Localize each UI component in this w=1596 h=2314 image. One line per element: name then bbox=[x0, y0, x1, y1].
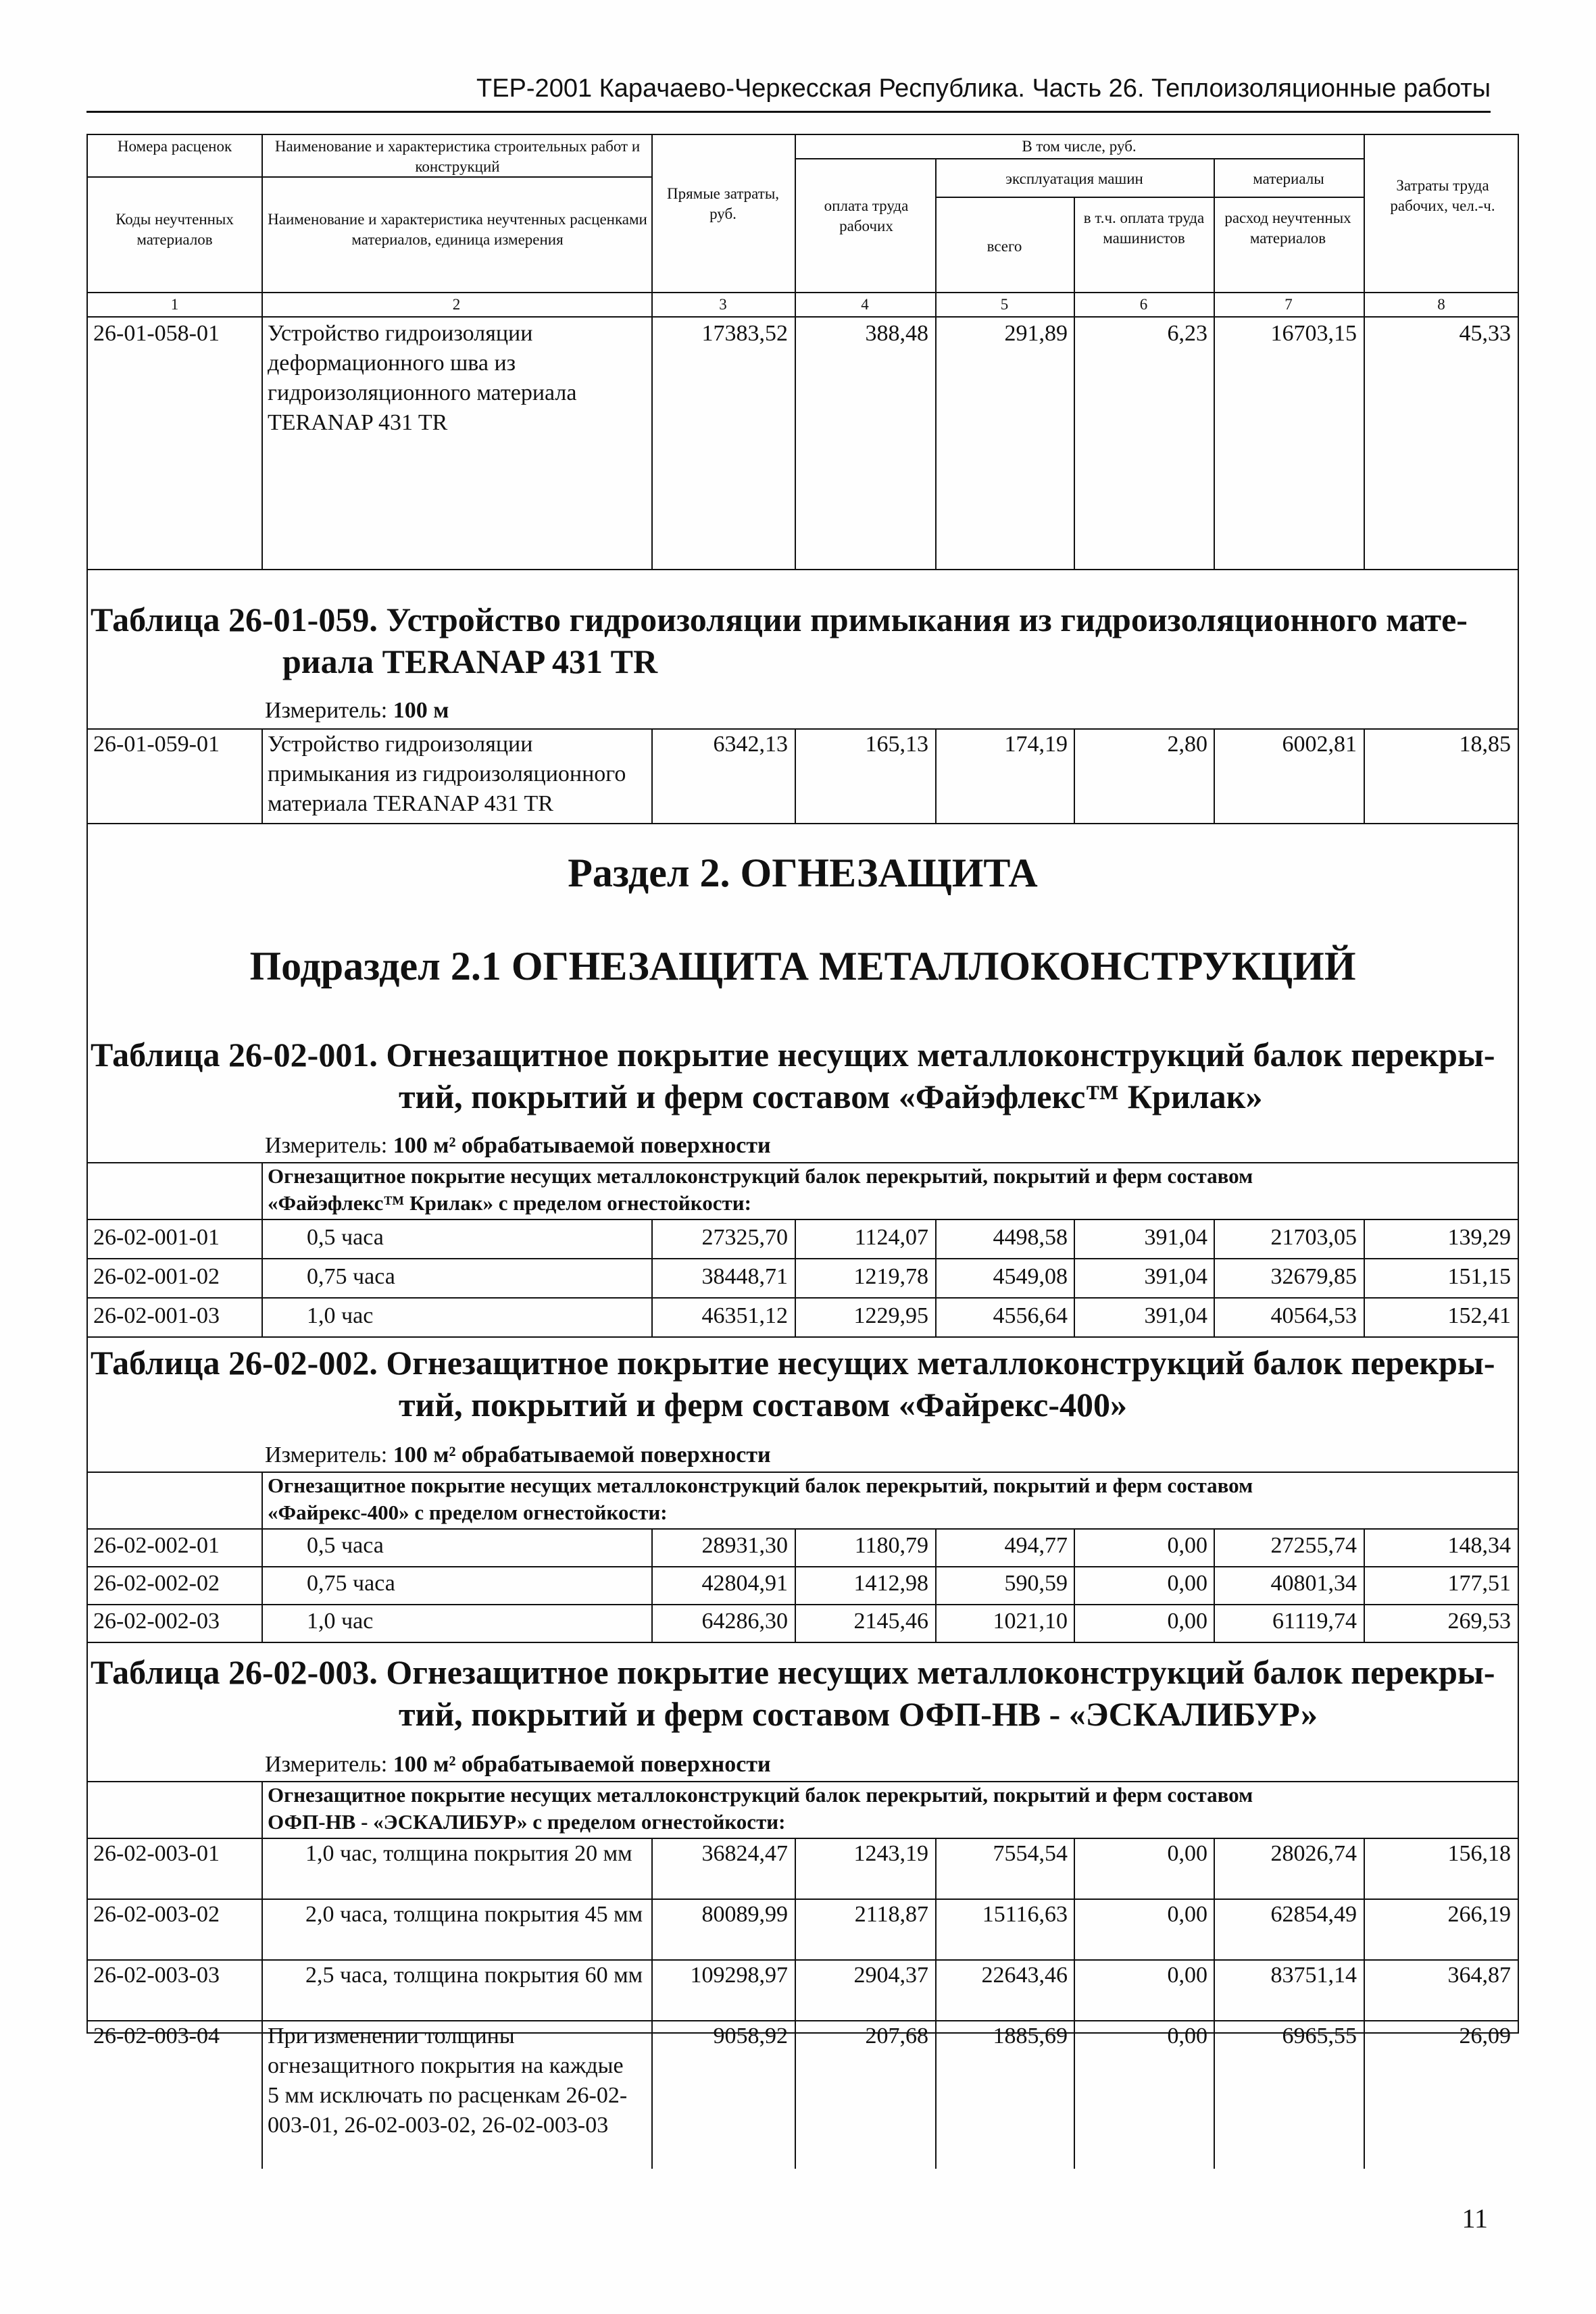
table-cell-labor: 266,19 bbox=[1447, 1902, 1511, 1927]
col-labor-hours: Затраты труда рабочих, чел.-ч. bbox=[1390, 177, 1495, 214]
table-row-name: 2,0 часа, толщина покрытия 45 мм bbox=[305, 1902, 643, 1927]
table-cell-direct: 109298,97 bbox=[690, 1963, 788, 1988]
table-cell-operators: 0,00 bbox=[1167, 1571, 1207, 1596]
vl-r1-e bbox=[1074, 316, 1075, 569]
table-002-desc-a: Огнезащитное покрытие несущих металлоконструкций балок перекрытий, покрытий и ферм составом bbox=[268, 1474, 1253, 1497]
table-cell-labor: 152,41 bbox=[1447, 1303, 1511, 1328]
table-row-name: 0,5 часа bbox=[307, 1225, 384, 1250]
col-num-8: 8 bbox=[1437, 296, 1445, 313]
hl-r1-bottom bbox=[88, 569, 1518, 570]
vl-c3 bbox=[651, 135, 653, 316]
table-cell-materials: 28026,74 bbox=[1270, 1841, 1357, 1866]
col-num-1: 1 bbox=[170, 296, 179, 313]
table-cell-wages: 1219,78 bbox=[853, 1264, 928, 1289]
table-cell-materials: 32679,85 bbox=[1270, 1264, 1357, 1289]
hdr-split-group bbox=[795, 158, 1364, 159]
col-material-name: Наименование и характеристика неучтенных расценками материалов, единица измерения bbox=[268, 211, 647, 248]
table-row-name: 1,0 час bbox=[307, 1609, 374, 1634]
table-cell-operators: 2,80 bbox=[1167, 732, 1207, 757]
table-row-code: 26-02-003-01 bbox=[93, 1841, 220, 1866]
table-cell-direct: 27325,70 bbox=[701, 1225, 788, 1250]
table-059-measure bbox=[265, 697, 449, 724]
vl-003-b bbox=[651, 1838, 653, 2169]
col-wages: оплата труда рабочих bbox=[824, 197, 909, 234]
running-header: ТЕР-2001 Карачаево-Черкесская Республика. Часть 26. Теплоизоляционные работы bbox=[476, 74, 1491, 103]
col-machines-total: всего bbox=[987, 238, 1022, 255]
table-cell-wages: 2145,46 bbox=[853, 1609, 928, 1634]
table-cell-operators: 391,04 bbox=[1144, 1225, 1207, 1250]
table-cell-wages: 165,13 bbox=[865, 732, 928, 757]
measure-label: Измеритель: bbox=[265, 1442, 388, 1467]
table-001-desc-a: Огнезащитное покрытие несущих металлоконструкций балок перекрытий, покрытий и ферм составом bbox=[268, 1164, 1253, 1188]
table-cell-machines: 7554,54 bbox=[993, 1841, 1068, 1866]
table-cell-materials: 6002,81 bbox=[1282, 732, 1357, 757]
table-cell-direct: 42804,91 bbox=[701, 1571, 788, 1596]
subsection-title: Подраздел 2.1 ОГНЕЗАЩИТА МЕТАЛЛОКОНСТРУКЦИЙ bbox=[249, 944, 1356, 988]
table-row-code: 26-01-058-01 bbox=[93, 321, 220, 346]
table-003-title-b: тий, покрытий и ферм составом ОФП-НВ - «ЭСКАЛИБУР» bbox=[399, 1695, 1318, 1733]
table-cell-wages: 207,68 bbox=[865, 2023, 928, 2048]
table-row-code: 26-02-002-01 bbox=[93, 1533, 220, 1558]
table-cell-materials: 83751,14 bbox=[1270, 1963, 1357, 1988]
table-cell-machines: 494,77 bbox=[1004, 1533, 1068, 1558]
table-cell-direct: 36824,47 bbox=[701, 1841, 788, 1866]
table-cell-wages: 2118,87 bbox=[854, 1902, 928, 1927]
table-001-title-b: тий, покрытий и ферм составом «Файэфлекс™ Крилак» bbox=[399, 1078, 1263, 1115]
table-cell-machines: 15116,63 bbox=[982, 1902, 1068, 1927]
table-cell-labor: 45,33 bbox=[1459, 321, 1511, 346]
table-059-title-a: Таблица 26-01-059. Устройство гидроизоляции примыкания из гидроизоляционного мате- bbox=[91, 601, 1468, 638]
hl-001-r3 bbox=[88, 1336, 1518, 1338]
table-cell-machines: 4498,58 bbox=[993, 1225, 1068, 1250]
table-cell-machines: 1885,69 bbox=[993, 2023, 1068, 2048]
table-cell-direct: 17383,52 bbox=[701, 321, 788, 346]
table-cell-wages: 388,48 bbox=[865, 321, 928, 346]
table-row-code: 26-02-002-03 bbox=[93, 1609, 220, 1634]
table-cell-wages: 2904,37 bbox=[853, 1963, 928, 1988]
table-001-title-a: Таблица 26-02-001. Огнезащитное покрытие несущих металлоконструкций балок перекры- bbox=[91, 1036, 1495, 1074]
vl-r1-b bbox=[651, 316, 653, 569]
hl-001-r2 bbox=[88, 1297, 1518, 1299]
table-cell-operators: 391,04 bbox=[1144, 1264, 1207, 1289]
table-002-measure bbox=[265, 1442, 771, 1469]
table-row-name: 0,75 часа bbox=[307, 1571, 395, 1596]
table-row-code: 26-02-003-02 bbox=[93, 1902, 220, 1927]
table-cell-direct: 6342,13 bbox=[713, 732, 788, 757]
table-001-desc-b: «Файэфлекс™ Крилак» с пределом огнестойкости: bbox=[268, 1191, 751, 1215]
table-row-name: При изменении толщины огнезащитного покрытия на каждые 5 мм исключать по расценкам 26-02-003-01, 26-02-003-02, 26-02-003-03 bbox=[268, 2023, 628, 2138]
table-cell-wages: 1243,19 bbox=[853, 1841, 928, 1866]
table-cell-operators: 0,00 bbox=[1167, 2023, 1207, 2048]
table-cell-operators: 0,00 bbox=[1167, 1902, 1207, 1927]
table-row-code: 26-02-001-03 bbox=[93, 1303, 220, 1328]
table-cell-machines: 1021,10 bbox=[993, 1609, 1068, 1634]
measure-value: 100 м² обрабатываемой поверхности bbox=[393, 1133, 771, 1158]
table-059-title-b: риала TERANAP 431 TR bbox=[282, 643, 658, 680]
hl-001-desc bbox=[88, 1219, 1518, 1220]
table-cell-machines: 4549,08 bbox=[993, 1264, 1068, 1289]
table-cell-direct: 9058,92 bbox=[713, 2023, 788, 2048]
table-cell-machines: 22643,46 bbox=[981, 1963, 1068, 1988]
table-cell-wages: 1229,95 bbox=[853, 1303, 928, 1328]
table-cell-labor: 269,53 bbox=[1447, 1609, 1511, 1634]
table-cell-labor: 26,09 bbox=[1459, 2023, 1511, 2048]
vl-c4 bbox=[795, 135, 796, 316]
vl-c2 bbox=[261, 135, 263, 316]
vl-003-g bbox=[1364, 1838, 1365, 2169]
table-row-code: 26-02-003-03 bbox=[93, 1963, 220, 1988]
table-row-code: 26-02-003-04 bbox=[93, 2023, 220, 2048]
measure-label: Измеритель: bbox=[265, 698, 388, 723]
col-direct-costs: Прямые затраты, руб. bbox=[666, 185, 780, 222]
rates-table bbox=[86, 134, 1519, 2138]
table-002-desc-b: «Файрекс-400» с пределом огнестойкости: bbox=[268, 1501, 668, 1524]
vl-003-f bbox=[1214, 1838, 1215, 2169]
table-row-code: 26-02-001-02 bbox=[93, 1264, 220, 1289]
vl-r1-g bbox=[1364, 316, 1365, 569]
vl-c8 bbox=[1364, 135, 1365, 316]
table-row-name: 1,0 час, толщина покрытия 20 мм bbox=[305, 1841, 632, 1866]
col-material-codes: Коды неучтенных материалов bbox=[116, 211, 234, 248]
page-number: 11 bbox=[1462, 2203, 1488, 2234]
table-cell-operators: 391,04 bbox=[1144, 1303, 1207, 1328]
vl-r1-c bbox=[795, 316, 796, 569]
col-num-3: 3 bbox=[719, 296, 727, 313]
table-cell-materials: 40564,53 bbox=[1270, 1303, 1357, 1328]
hl-002-r1 bbox=[88, 1566, 1518, 1567]
table-cell-materials: 40801,34 bbox=[1270, 1571, 1357, 1596]
table-cell-wages: 1180,79 bbox=[854, 1533, 928, 1558]
table-cell-direct: 46351,12 bbox=[701, 1303, 788, 1328]
measure-label: Измеритель: bbox=[265, 1752, 388, 1777]
measure-label: Измеритель: bbox=[265, 1133, 388, 1158]
table-003-title-a: Таблица 26-02-003. Огнезащитное покрытие несущих металлоконструкций балок перекры- bbox=[91, 1653, 1495, 1691]
table-cell-operators: 0,00 bbox=[1167, 1841, 1207, 1866]
table-row-name: 2,5 часа, толщина покрытия 60 мм bbox=[305, 1963, 643, 1988]
table-cell-labor: 177,51 bbox=[1447, 1571, 1511, 1596]
table-row-name: Устройство гидроизоляции примыкания из гидроизоляционного материала TERANAP 431 TR bbox=[268, 732, 626, 816]
table-row-name: 0,5 часа bbox=[307, 1533, 384, 1558]
table-cell-labor: 18,85 bbox=[1459, 732, 1511, 757]
table-cell-materials: 62854,49 bbox=[1270, 1902, 1357, 1927]
table-cell-labor: 151,15 bbox=[1447, 1264, 1511, 1289]
table-003-desc-b: ОФП-НВ - «ЭСКАЛИБУР» с пределом огнестойкости: bbox=[268, 1810, 786, 1834]
col-work-name: Наименование и характеристика строительных работ и конструкций bbox=[274, 138, 641, 175]
table-row-code: 26-02-002-02 bbox=[93, 1571, 220, 1596]
table-cell-labor: 148,34 bbox=[1447, 1533, 1511, 1558]
table-cell-operators: 0,00 bbox=[1167, 1533, 1207, 1558]
col-rate-numbers: Номера расценок bbox=[117, 138, 232, 155]
hl-002-r2 bbox=[88, 1604, 1518, 1605]
table-cell-machines: 590,59 bbox=[1004, 1571, 1068, 1596]
table-row-code: 26-01-059-01 bbox=[93, 732, 220, 757]
hl-001-r1 bbox=[88, 1258, 1518, 1259]
vl-r1-a bbox=[261, 316, 263, 569]
table-cell-operators: 6,23 bbox=[1167, 321, 1207, 346]
table-003-desc-a: Огнезащитное покрытие несущих металлоконструкций балок перекрытий, покрытий и ферм составом bbox=[268, 1783, 1253, 1807]
col-operator-wages: в т.ч. оплата труда машинистов bbox=[1083, 209, 1205, 247]
table-cell-labor: 139,29 bbox=[1447, 1225, 1511, 1250]
table-row-name: 0,75 часа bbox=[307, 1264, 395, 1289]
col-group-incl: В том числе, руб. bbox=[1022, 138, 1137, 155]
table-cell-labor: 156,18 bbox=[1447, 1841, 1511, 1866]
col-num-2: 2 bbox=[452, 296, 461, 313]
table-cell-operators: 0,00 bbox=[1167, 1609, 1207, 1634]
table-cell-operators: 0,00 bbox=[1167, 1963, 1207, 1988]
table-cell-machines: 291,89 bbox=[1004, 321, 1068, 346]
table-cell-materials: 6965,55 bbox=[1282, 2023, 1357, 2048]
table-cell-direct: 28931,30 bbox=[701, 1533, 788, 1558]
col-num-4: 4 bbox=[861, 296, 869, 313]
hl-002-r3 bbox=[88, 1642, 1518, 1643]
hl-r2-bottom bbox=[88, 823, 1518, 824]
hdr-split-sub bbox=[935, 197, 1364, 198]
table-001-measure bbox=[265, 1132, 771, 1159]
table-row-name: 1,0 час bbox=[307, 1303, 374, 1328]
table-cell-machines: 174,19 bbox=[1004, 732, 1068, 757]
table-cell-labor: 364,87 bbox=[1447, 1963, 1511, 1988]
col-num-7: 7 bbox=[1285, 296, 1293, 313]
table-cell-direct: 64286,30 bbox=[701, 1609, 788, 1634]
measure-value: 100 м² обрабатываемой поверхности bbox=[393, 1752, 771, 1777]
table-cell-machines: 4556,64 bbox=[993, 1303, 1068, 1328]
vl-003-d bbox=[935, 1838, 937, 2169]
col-num-5: 5 bbox=[1000, 296, 1009, 313]
vl-r1-d bbox=[935, 316, 937, 569]
col-materials: материалы bbox=[1253, 170, 1324, 187]
vl-003-e bbox=[1074, 1838, 1075, 2169]
table-cell-materials: 61119,74 bbox=[1272, 1609, 1357, 1634]
hdr-nums-bottom bbox=[88, 316, 1518, 318]
table-cell-materials: 27255,74 bbox=[1270, 1533, 1357, 1558]
section-title: Раздел 2. ОГНЕЗАЩИТА bbox=[568, 851, 1038, 895]
table-002-title-a: Таблица 26-02-002. Огнезащитное покрытие несущих металлоконструкций балок перекры- bbox=[91, 1344, 1495, 1382]
table-row-code: 26-02-001-01 bbox=[93, 1225, 220, 1250]
col-material-consumption: расход неучтенных материалов bbox=[1224, 209, 1351, 247]
table-cell-wages: 1412,98 bbox=[853, 1571, 928, 1596]
table-003-measure bbox=[265, 1751, 771, 1778]
vl-003-c bbox=[795, 1838, 796, 2169]
vl-r1-f bbox=[1214, 316, 1215, 569]
col-num-6: 6 bbox=[1139, 296, 1148, 313]
table-002-title-b: тий, покрытий и ферм составом «Файрекс-400» bbox=[399, 1386, 1128, 1424]
table-cell-direct: 80089,99 bbox=[701, 1902, 788, 1927]
table-cell-materials: 21703,05 bbox=[1270, 1225, 1357, 1250]
header-rule bbox=[86, 111, 1491, 113]
hdr-bottom bbox=[88, 292, 1518, 293]
table-row-name: Устройство гидроизоляции деформационного шва из гидроизоляционного материала TERANAP 431 TR bbox=[268, 321, 577, 435]
hl-002-desc bbox=[88, 1528, 1518, 1530]
table-cell-materials: 16703,15 bbox=[1270, 321, 1357, 346]
measure-value: 100 м² обрабатываемой поверхности bbox=[393, 1442, 771, 1467]
table-cell-direct: 38448,71 bbox=[701, 1264, 788, 1289]
col-machines: эксплуатация машин bbox=[1005, 170, 1143, 187]
table-cell-wages: 1124,07 bbox=[854, 1225, 928, 1250]
measure-value: 100 м bbox=[393, 698, 449, 723]
